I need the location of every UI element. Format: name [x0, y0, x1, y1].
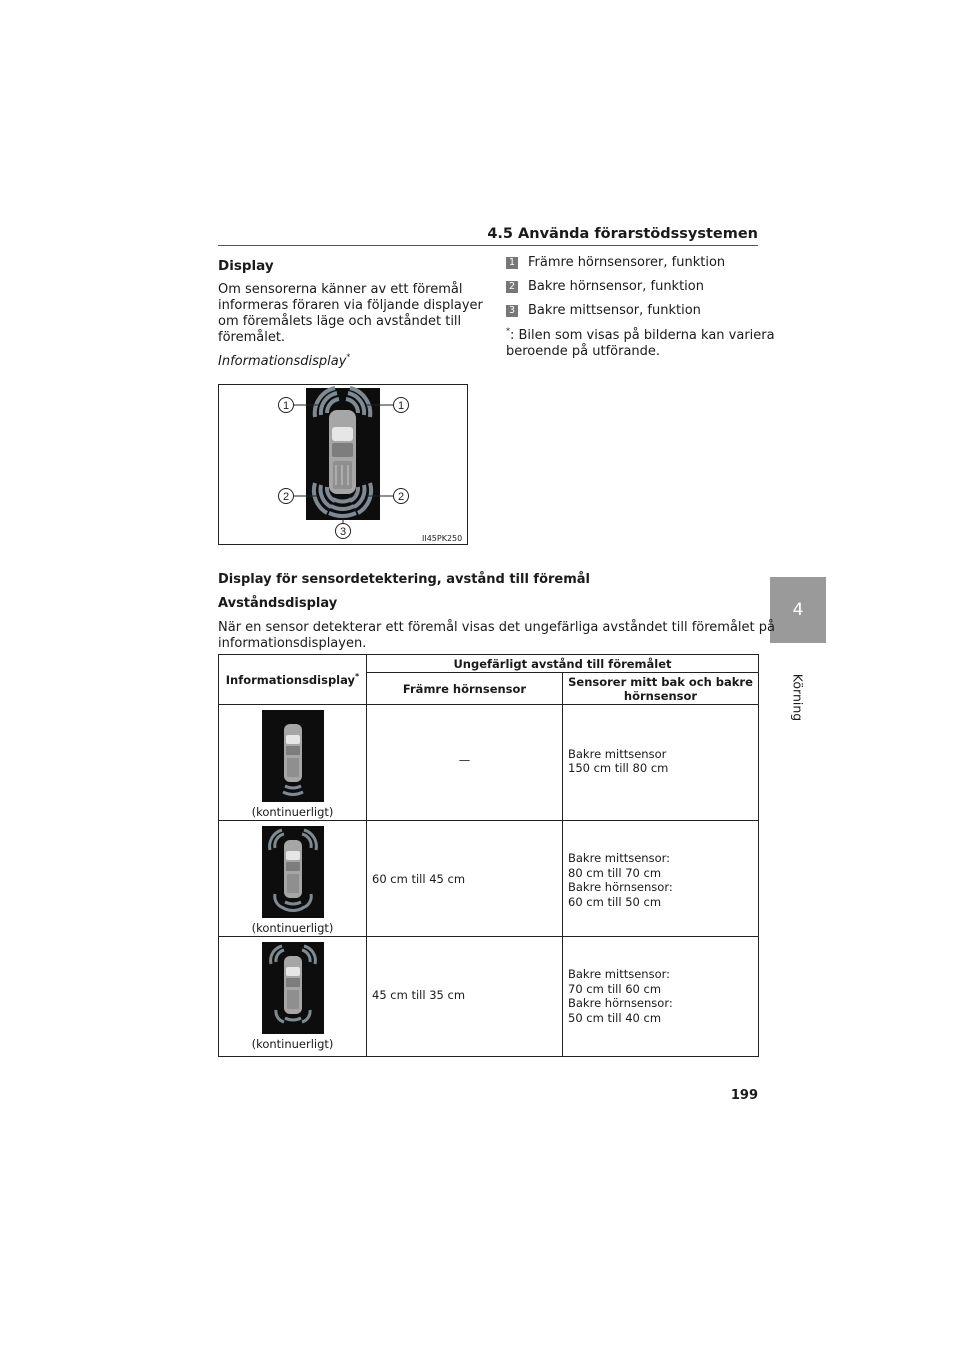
rear-line: 80 cm till 70 cm [568, 865, 662, 880]
legend-number-1: 1 [506, 257, 518, 269]
parking-sensor-illustration [219, 385, 467, 544]
row-caption: (kontinuerligt) [251, 921, 334, 935]
footnote-line: beroende på utförande. [506, 344, 661, 359]
row-caption: (kontinuerligt) [251, 1037, 334, 1051]
row-caption: (kontinuerligt) [251, 805, 334, 819]
paragraph-line: om föremålets läge och avståndet till [218, 314, 462, 329]
rear-distance-cell [563, 821, 759, 937]
callout-2-left [279, 489, 294, 504]
callout-1-left-label: 1 [282, 400, 290, 412]
legend-text-3: Bakre mittsensor, funktion [528, 303, 701, 318]
legend-number-3: 3 [506, 305, 518, 317]
car-display-thumbnail-row2 [262, 826, 324, 918]
col-informationsdisplay-header [219, 655, 367, 705]
chapter-tab [770, 577, 826, 643]
footnote-asterisk: * [506, 326, 510, 336]
page-number: 199 [730, 1088, 758, 1103]
paragraph-line: informationsdisplayen. [218, 636, 367, 651]
rear-line: 150 cm till 80 cm [568, 761, 669, 775]
display-heading: Display [218, 258, 274, 274]
callout-1-left [279, 398, 294, 413]
col-rear-sensors-header [563, 673, 759, 705]
rear-line: 50 cm till 40 cm [568, 1010, 662, 1025]
col3-header-line: hörnsensor [623, 688, 698, 703]
footnote-line: : Bilen som visas på bilderna kan variera [510, 328, 775, 343]
paragraph-line: När en sensor detekterar ett föremål visas det ungefärliga avståndet till föremålet på [218, 620, 775, 635]
display-cell [219, 937, 367, 1057]
legend-number-2: 2 [506, 281, 518, 293]
display-paragraph [218, 282, 483, 346]
callout-2-right [394, 489, 409, 504]
front-distance-cell: — [367, 705, 563, 821]
rear-line: Bakre mittsensor [568, 747, 667, 761]
car-top-view-icon [329, 410, 356, 494]
legend-item-3 [506, 303, 701, 319]
subheading-text: Informationsdisplay [218, 354, 347, 369]
col1-asterisk: * [355, 671, 360, 681]
col1-header-text: Informationsdisplay [225, 672, 356, 687]
callout-2-right-label: 2 [397, 491, 405, 503]
col-front-corner-header: Främre hörnsensor [367, 673, 563, 705]
rear-line: Bakre hörnsensor: [568, 996, 673, 1010]
table-row [219, 705, 759, 821]
rear-line: Bakre mittsensor: [568, 851, 671, 865]
rear-line: Bakre hörnsensor: [568, 880, 673, 894]
callout-1-right-label: 1 [397, 400, 405, 412]
rear-line: Bakre mittsensor: [568, 967, 671, 981]
rear-distance-cell [563, 705, 759, 821]
rear-line: 70 cm till 60 cm [568, 981, 662, 996]
legend-footnote [506, 328, 775, 360]
callout-3-label: 3 [339, 526, 347, 538]
section-subtitle: Avståndsdisplay [218, 596, 338, 611]
figure-code: II45PK250 [422, 534, 463, 543]
callout-3 [336, 524, 351, 539]
table-row [219, 821, 759, 937]
section-header-title: 4.5 Använda förarstödssystemen [487, 226, 758, 242]
sensor-figure [218, 384, 468, 545]
paragraph-line: informeras föraren via följande displayer [218, 298, 483, 313]
front-distance-cell: 45 cm till 35 cm [367, 937, 563, 1057]
asterisk-mark: * [346, 352, 351, 362]
chapter-number: 4 [792, 600, 804, 620]
car-display-thumbnail-row3 [262, 942, 324, 1034]
car-display-thumbnail-row1 [262, 710, 324, 802]
display-cell [219, 821, 367, 937]
section-title: Display för sensordetektering, avstånd till föremål [218, 572, 591, 587]
informationsdisplay-subheading [218, 354, 350, 370]
callout-1-right [394, 398, 409, 413]
paragraph-line: Om sensorerna känner av ett föremål [218, 282, 463, 297]
distance-table [218, 654, 759, 1057]
legend-item-1 [506, 255, 725, 271]
front-distance-cell: 60 cm till 45 cm [367, 821, 563, 937]
col3-header-line: Sensorer mitt bak och bakre [568, 674, 753, 689]
display-cell [219, 705, 367, 821]
paragraph-line: föremålet. [218, 330, 286, 345]
header-rule [218, 245, 758, 246]
chapter-label: Körning [790, 673, 806, 722]
group-header-distance: Ungefärligt avstånd till föremålet [367, 655, 759, 673]
rear-line: 60 cm till 50 cm [568, 894, 662, 909]
section-paragraph [218, 620, 775, 652]
table-row [219, 937, 759, 1057]
callout-2-left-label: 2 [282, 491, 290, 503]
rear-distance-cell [563, 937, 759, 1057]
legend-text-1: Främre hörnsensorer, funktion [528, 255, 726, 270]
legend-text-2: Bakre hörnsensor, funktion [528, 279, 704, 294]
legend-item-2 [506, 279, 704, 295]
